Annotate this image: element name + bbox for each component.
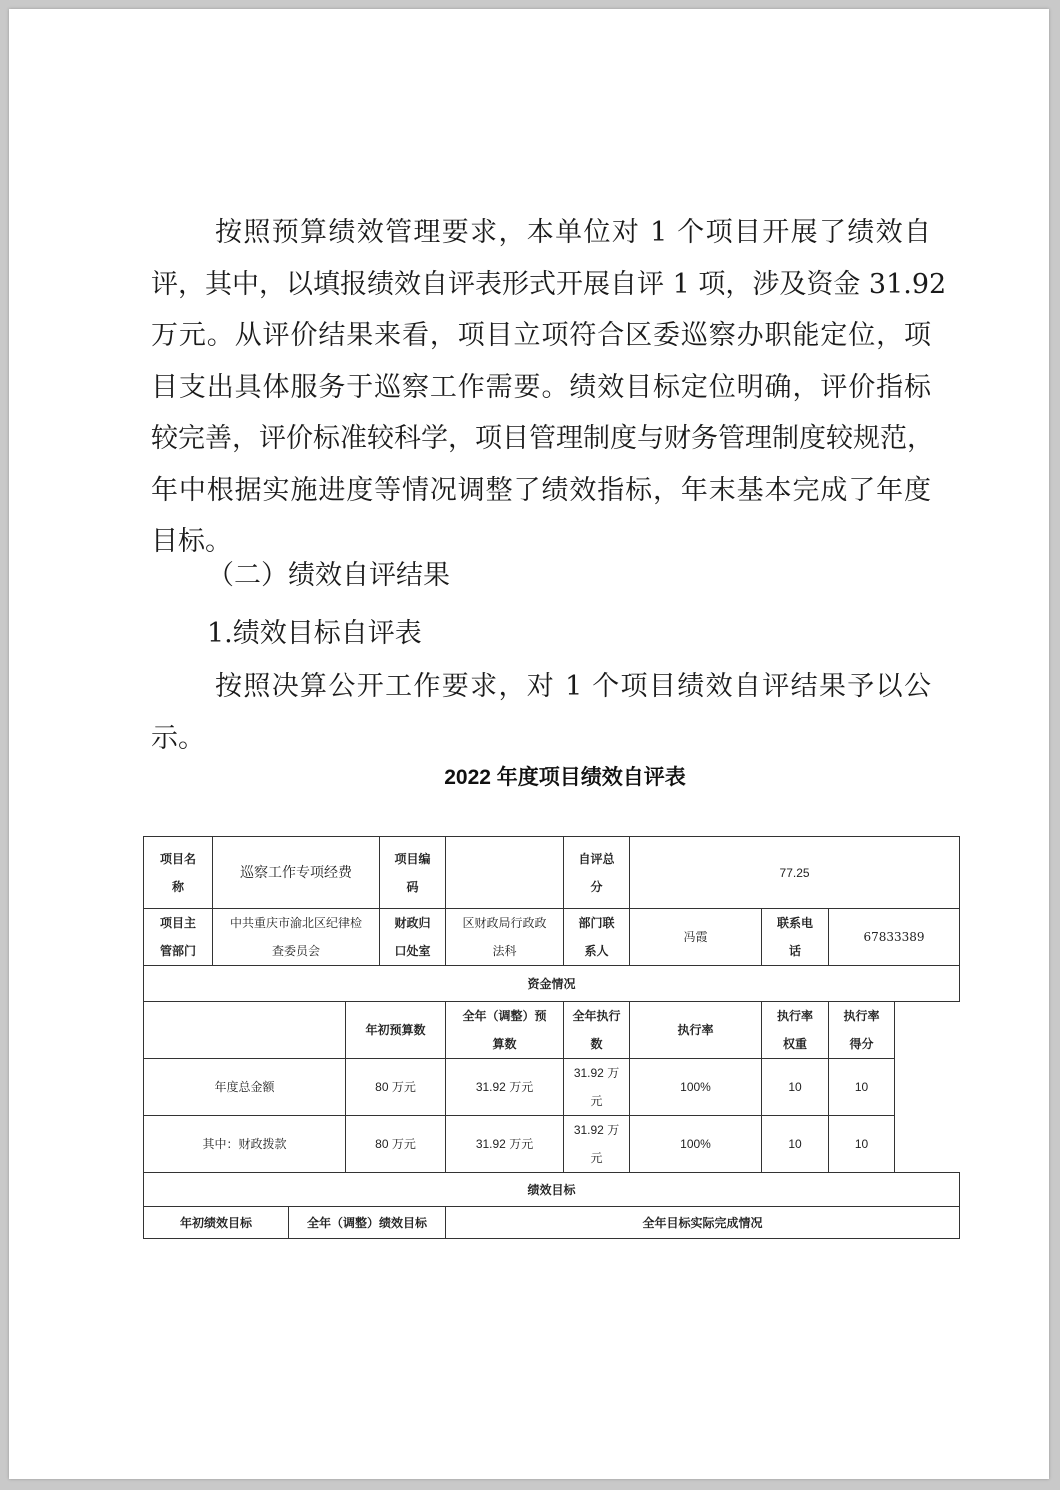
phone: 67833389 [829, 909, 960, 966]
funds-header-blank [144, 1002, 346, 1059]
funds-score: 10 [829, 1116, 895, 1173]
funds-section-header: 资金情况 [144, 966, 960, 1002]
contact-label: 部门联 系人 [564, 909, 630, 966]
funds-row-label: 年度总金额 [144, 1059, 346, 1116]
self-score: 77.25 [630, 837, 960, 909]
funds-row-label: 其中：财政拨款 [144, 1116, 346, 1173]
rate-weight-header: 执行率 权重 [762, 1002, 829, 1059]
dept-label: 项目主 管部门 [144, 909, 213, 966]
funds-weight: 10 [762, 1059, 829, 1116]
text-line: 评，其中，以填报绩效自评表形式开展自评 1 项，涉及资金 31.92 [151, 268, 947, 300]
disclosure-paragraph [151, 661, 931, 764]
table-row [144, 966, 960, 1002]
funds-initial: 80 万元 [346, 1116, 446, 1173]
document-page [9, 9, 1049, 1479]
actual-completion-header: 全年目标实际完成情况 [446, 1207, 960, 1239]
funds-score: 10 [829, 1059, 895, 1116]
funds-rate: 100% [630, 1116, 762, 1173]
subsection-heading: 1.绩效目标自评表 [207, 618, 422, 649]
funds-adjusted: 31.92 万元 [446, 1116, 564, 1173]
rate-score-header: 执行率 得分 [829, 1002, 895, 1059]
funds-adjusted: 31.92 万元 [446, 1059, 564, 1116]
adjusted-budget-header: 全年（调整）预 算数 [446, 1002, 564, 1059]
table-row [144, 837, 960, 909]
text-line: 目标。 [151, 526, 232, 557]
contact: 冯霞 [630, 909, 762, 966]
goals-section-header: 绩效目标 [144, 1173, 960, 1207]
text-line: 按照决算公开工作要求，对 1 个项目绩效自评结果予以公 [215, 671, 931, 702]
funds-executed: 31.92 万元 [564, 1116, 630, 1173]
dept: 中共重庆市渝北区纪律检 查委员会 [213, 909, 380, 966]
project-name: 巡察工作专项经费 [213, 837, 380, 909]
table-row [144, 1059, 960, 1116]
table-title: 2022 年度项目绩效自评表 [444, 766, 686, 789]
executed-header: 全年执行数 [564, 1002, 630, 1059]
self-score-label: 自评总 分 [564, 837, 630, 909]
table-row [144, 1207, 960, 1239]
text-line: 万元。从评价结果来看，项目立项符合区委巡察办职能定位，项 [151, 320, 931, 351]
project-name-label: 项目名 称 [144, 837, 213, 909]
adjusted-goal-header: 全年（调整）绩效目标 [289, 1207, 446, 1239]
table-row [144, 909, 960, 966]
text-line: 目支出具体服务于巡察工作需要。绩效目标定位明确，评价指标 [151, 371, 931, 403]
initial-budget-header: 年初预算数 [346, 1002, 446, 1059]
finance-office: 区财政局行政政 法科 [446, 909, 564, 966]
funds-rate: 100% [630, 1059, 762, 1116]
funds-weight: 10 [762, 1116, 829, 1173]
project-code-label: 项目编 码 [380, 837, 446, 909]
text-line: 较完善，评价标准较科学，项目管理制度与财务管理制度较规范， [151, 423, 934, 454]
project-code [446, 837, 564, 909]
table-row [144, 1116, 960, 1173]
intro-paragraph [151, 207, 947, 568]
evaluation-table [143, 836, 960, 1239]
table-row [144, 1173, 960, 1207]
text-line: 示。 [151, 722, 205, 754]
exec-rate-header: 执行率 [630, 1002, 762, 1059]
text-line: 年中根据实施进度等情况调整了绩效指标，年末基本完成了年度 [151, 474, 931, 506]
text-line: 按照预算绩效管理要求，本单位对 1 个项目开展了绩效自 [215, 217, 931, 248]
table-row [144, 1002, 960, 1059]
section-heading: （二）绩效自评结果 [207, 560, 450, 591]
finance-office-label: 财政归 口处室 [380, 909, 446, 966]
initial-goal-header: 年初绩效目标 [144, 1207, 289, 1239]
funds-executed: 31.92 万元 [564, 1059, 630, 1116]
funds-initial: 80 万元 [346, 1059, 446, 1116]
phone-label: 联系电 话 [762, 909, 829, 966]
